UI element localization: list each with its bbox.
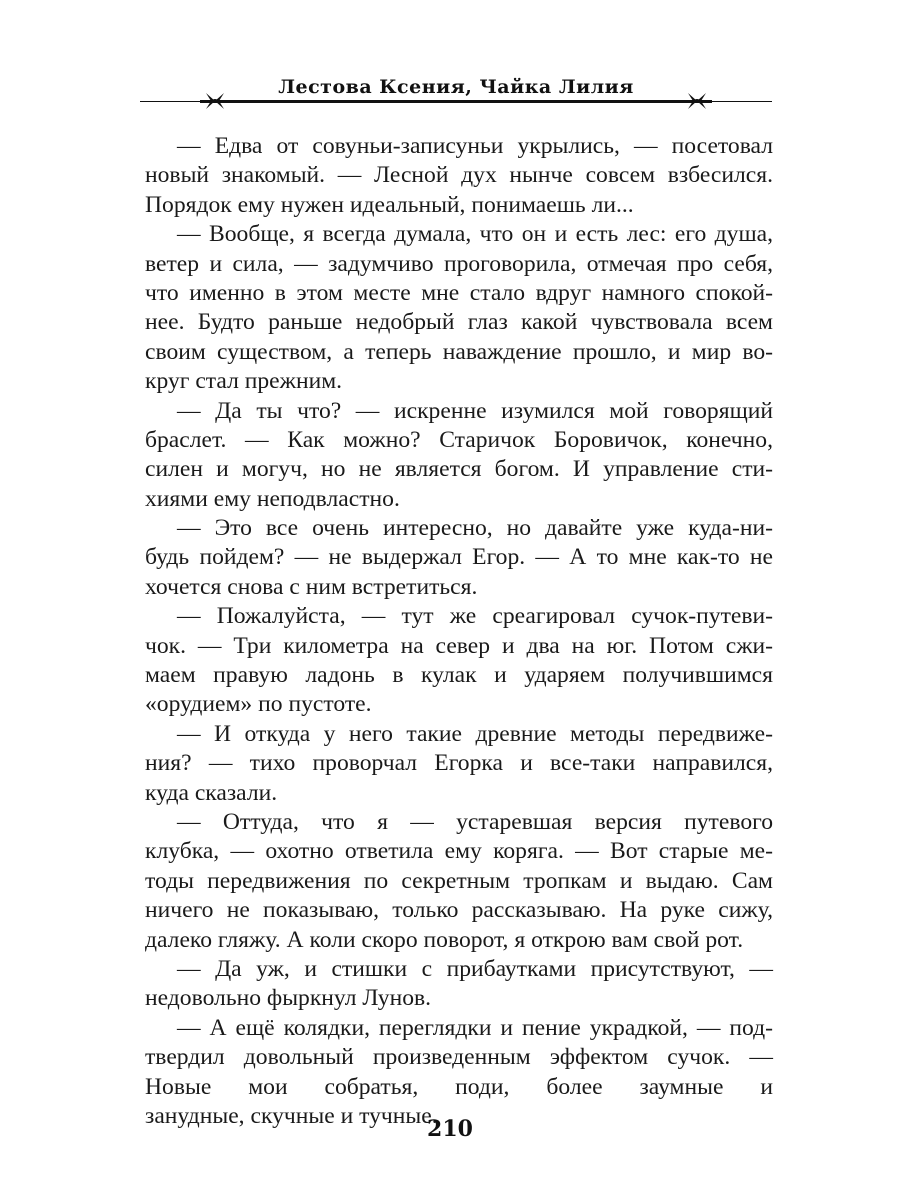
text-line: чок. — Три километра на север и два на юг. Потом сжи- bbox=[145, 632, 773, 659]
text-line: новый знакомый. — Лесной дух нынче совсем взбесился. bbox=[145, 162, 773, 189]
text-line: недовольно фыркнул Лунов. bbox=[145, 985, 432, 1012]
text-line: куда сказали. bbox=[145, 779, 278, 806]
text-line: хочется снова с ним встретиться. bbox=[145, 573, 478, 600]
text-line: тоды передвижения по секретным тропкам и выдаю. Сам bbox=[145, 867, 773, 894]
text-line: будь пойдем? — не выдержал Егор. — А то мне как-то не bbox=[145, 544, 773, 571]
running-header bbox=[140, 72, 772, 112]
text-line: нее. Будто раньше недобрый глаз какой чувствовала всем bbox=[145, 309, 773, 336]
text-line: клубка, — охотно ответила ему коряга. — Вот старые ме- bbox=[145, 838, 773, 865]
text-line: — А ещё колядки, переглядки и пение украдкой, — под- bbox=[177, 1014, 773, 1041]
text-line: круг стал прежним. bbox=[145, 368, 343, 395]
text-line: — Пожалуйста, — тут же среагировал сучок-путеви- bbox=[177, 603, 773, 630]
text-line: далеко гляжу. А коли скоро поворот, я открою вам свой рот. bbox=[145, 926, 744, 953]
text-line: — Это все очень интересно, но давайте уже куда-ни- bbox=[177, 515, 773, 542]
header-rule-right bbox=[702, 101, 772, 102]
text-line: своим существом, а теперь наваждение прошло, и мир во- bbox=[145, 338, 773, 365]
text-line: — Едва от совуньи-записуньи укрылись, — посетовал bbox=[177, 133, 773, 159]
text-line: ветер и сила, — задумчиво проговорила, отмечая про себя, bbox=[145, 250, 773, 277]
text-line: «орудием» по пустоте. bbox=[145, 691, 372, 718]
text-line: занудные, скучные и тучные. bbox=[145, 1102, 438, 1129]
text-line: — Да уж, и стишки с прибаутками присутствуют, — bbox=[177, 955, 773, 982]
text-line: силен и могуч, но не является богом. И управление сти- bbox=[145, 456, 773, 483]
text-line: — Вообще, я всегда думала, что он и есть лес: его душа, bbox=[177, 221, 773, 248]
text-line: ния? — тихо проворчал Егорка и все-таки направился, bbox=[145, 750, 773, 777]
running-title: Лестова Ксения, Чайка Лилия bbox=[278, 76, 634, 98]
text-line: Порядок ему нужен идеальный, понимаешь ли... bbox=[145, 191, 634, 218]
text-line: Новые мои собратья, поди, более заумные и bbox=[145, 1073, 773, 1100]
header-rule bbox=[200, 100, 712, 103]
text-line: — Оттуда, что я — устаревшая версия путевого bbox=[177, 808, 773, 835]
text-line: — Да ты что? — искренне изумился мой говорящий bbox=[177, 397, 773, 424]
text-line: хиями ему неподвластно. bbox=[145, 485, 400, 512]
text-line: браслет. — Как можно? Старичок Боровичок, конечно, bbox=[145, 426, 773, 453]
text-line: ничего не показываю, только рассказываю. На руке сижу, bbox=[145, 897, 773, 924]
body-text bbox=[145, 132, 773, 1131]
text-line: маем правую ладонь в кулак и ударяем получившимся bbox=[145, 662, 773, 689]
text-line: — И откуда у него такие древние методы передвиже- bbox=[177, 720, 773, 747]
text-line: что именно в этом месте мне стало вдруг намного спокой- bbox=[145, 279, 773, 306]
text-line: твердил довольный произведенным эффектом сучок. — bbox=[145, 1044, 773, 1071]
page-number: 210 bbox=[427, 1116, 473, 1142]
